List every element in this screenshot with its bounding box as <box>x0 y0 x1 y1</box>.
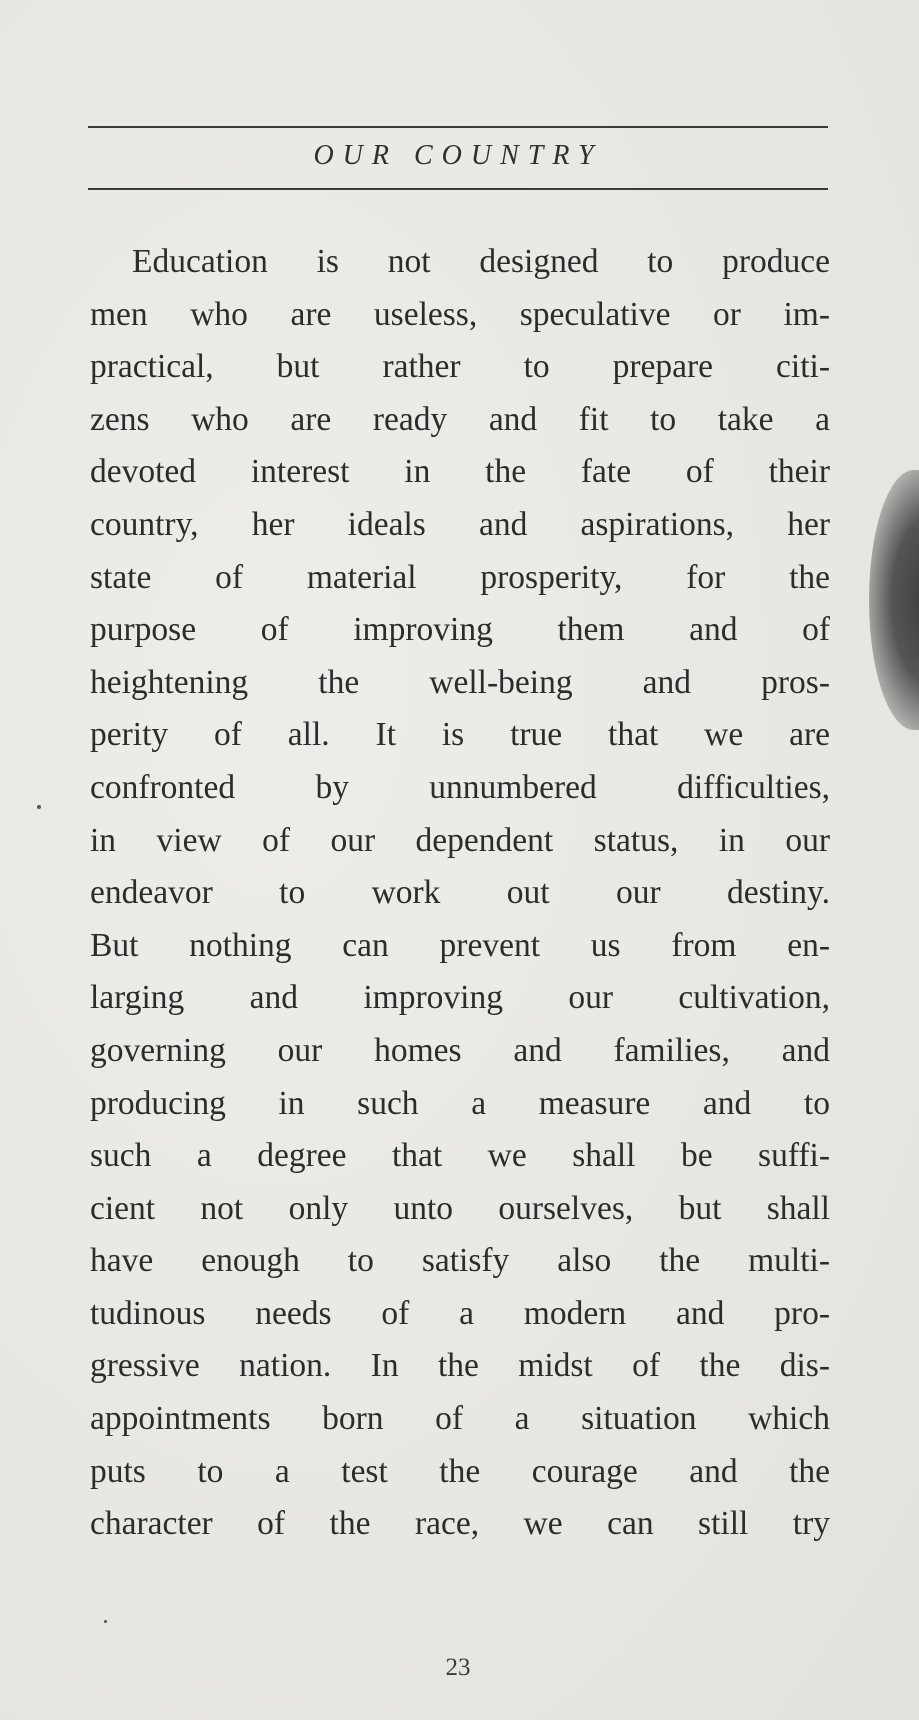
print-speck <box>37 805 41 809</box>
text-line: men who are useless, speculative or im- <box>90 295 830 333</box>
text-line: country, her ideals and aspirations, her <box>90 505 830 543</box>
text-line: appointments born of a situation which <box>90 1400 830 1438</box>
text-line: have enough to satisfy also the multi- <box>90 1242 830 1280</box>
text-line: But nothing can prevent us from en- <box>90 926 830 964</box>
text-line: endeavor to work out our destiny. <box>90 874 830 912</box>
text-line: zens who are ready and fit to take a <box>90 400 830 438</box>
print-speck <box>104 1620 107 1623</box>
text-line: heightening the well-being and pros- <box>90 663 830 701</box>
text-line: character of the race, we can still try <box>90 1505 830 1543</box>
text-line: Education is not designed to produce <box>132 243 830 280</box>
text-line: tudinous needs of a modern and pro- <box>90 1294 830 1332</box>
header-rule-top <box>88 126 828 128</box>
body-text <box>90 236 830 1551</box>
text-line: state of material prosperity, for the <box>90 558 830 596</box>
text-line: such a degree that we shall be suffi- <box>90 1137 830 1175</box>
text-line: larging and improving our cultivation, <box>90 979 830 1017</box>
text-line: practical, but rather to prepare citi- <box>90 348 830 386</box>
text-line: devoted interest in the fate of their <box>90 453 830 491</box>
text-line: cient not only unto ourselves, but shall <box>90 1189 830 1227</box>
text-line: gressive nation. In the midst of the dis- <box>90 1347 830 1385</box>
text-line: puts to a test the courage and the <box>90 1452 830 1490</box>
header-rule-bottom <box>88 188 828 190</box>
text-line: purpose of improving them and of <box>90 611 830 649</box>
text-line: in view of our dependent status, in our <box>90 821 830 859</box>
text-line: governing our homes and families, and <box>90 1031 830 1069</box>
page-number: 23 <box>445 1654 471 1681</box>
text-line: producing in such a measure and to <box>90 1084 830 1122</box>
text-line: confronted by unnumbered difficulties, <box>90 768 830 806</box>
running-head: OUR COUNTRY <box>313 140 603 171</box>
text-line: perity of all. It is true that we are <box>90 716 830 754</box>
